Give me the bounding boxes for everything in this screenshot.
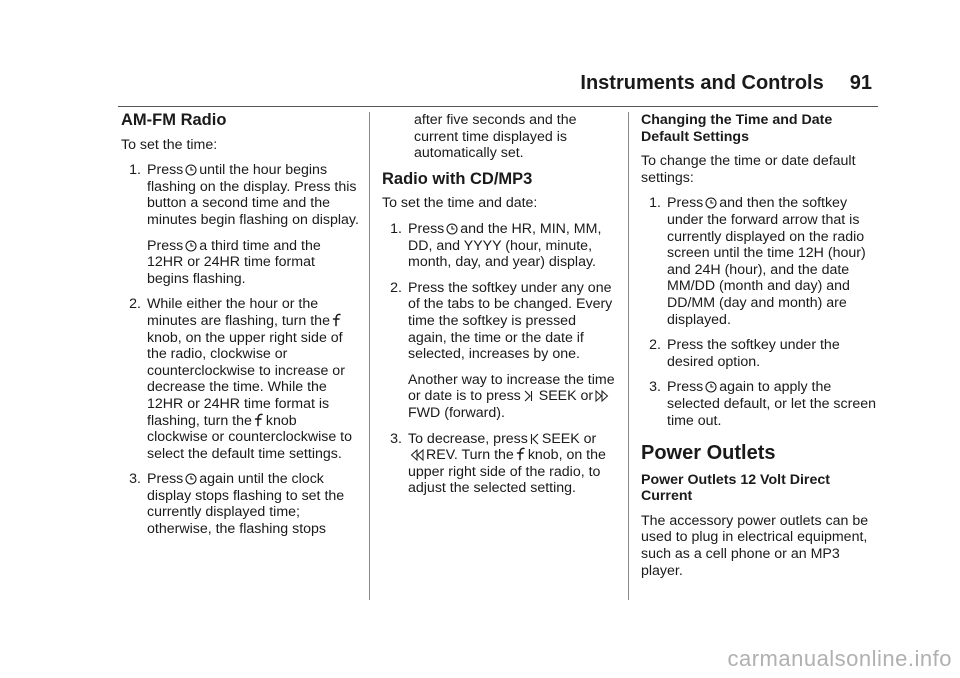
header-rule [118, 106, 878, 107]
tune-knob-icon [332, 313, 342, 327]
step-item: 3. Press again to apply the selected default, or let the screen time out. [641, 379, 877, 429]
step-item: 3. To decrease, press SEEK or REV. Turn the knob, on the upper right side of the radio, to adjust the selected setting. [382, 431, 618, 497]
clock-icon [185, 164, 197, 176]
section-heading: Power Outlets [641, 442, 776, 465]
clock-icon [185, 240, 197, 252]
section-heading: AM-FM Radio [121, 111, 227, 129]
seek-forward-icon [523, 390, 533, 402]
step-item: 2. Press the softkey under the desired option. [641, 337, 877, 370]
step-number: 3. [649, 379, 661, 396]
subsection-heading: Changing the Time and Date Default Settings [641, 112, 833, 145]
fast-forward-icon [595, 390, 609, 402]
tune-knob-icon [254, 413, 264, 427]
column-divider [628, 112, 629, 600]
section-title: Instruments and Controls [580, 72, 824, 94]
step-number: 1. [129, 162, 141, 179]
column-1 [121, 112, 359, 547]
step-item: 1. Press until the hour begins flashing on the display. Press this button a second time and the minutes begin flashing on display. Press a third time and the 12HR or 24HR time format begins flashing. [121, 162, 359, 287]
intro-text: To set the time and date: [382, 195, 538, 212]
step-number: 3. [129, 471, 141, 488]
step-item: 1. Press and the HR, MIN, MM, DD, and YYYY (hour, minute, month, day, and year) display. [382, 221, 618, 271]
column-3 [641, 112, 877, 588]
section-heading: Radio with CD/MP3 [382, 169, 533, 188]
seek-back-icon [530, 433, 540, 445]
rewind-icon [410, 449, 424, 461]
intro-text: To change the time or date default settings: [641, 153, 856, 186]
tune-knob-icon [516, 447, 526, 461]
page-number: 91 [849, 72, 872, 94]
step-item: 1. Press and then the softkey under the forward arrow that is currently displayed on the radio screen until the time 12H (hour) and 24H (hour), and the date MM/DD (month and day) and DD/MM (day and month) are displayed. [641, 195, 877, 328]
column-divider [369, 112, 370, 600]
intro-text: To set the time: [121, 136, 218, 153]
step-number: 2. [390, 279, 402, 296]
step-item: 2. Press the softkey under any one of the tabs to be changed. Every time the softkey is pressed again, the time or the date if selected, increases by one. Another way to increase the time or date is to press SEEK or FWD (forward). [382, 280, 618, 422]
page-header [580, 72, 872, 95]
step-number: 1. [649, 195, 661, 212]
clock-icon [185, 473, 197, 485]
column-2 [382, 112, 618, 506]
step-number: 3. [390, 430, 402, 447]
clock-icon [705, 197, 717, 209]
body-text: The accessory power outlets can be used to plug in electrical equipment, such as a cell phone or an MP3 player. [641, 512, 869, 579]
step-number: 1. [390, 220, 402, 237]
clock-icon [705, 381, 717, 393]
continued-text: after five seconds and the current time displayed is automatically set. [414, 112, 577, 162]
subsection-heading: Power Outlets 12 Volt Direct Current [641, 471, 830, 505]
step-item: 2. While either the hour or the minutes are flashing, turn the knob, on the upper right side of the radio, clockwise or counterclockwise to increase or decrease the time. While the 12HR or 24HR time format is flashing, turn the knob clockwise or counterclockwise to select the default time settings. [121, 296, 359, 462]
step-number: 2. [129, 296, 141, 313]
step-number: 2. [649, 337, 661, 354]
clock-icon [446, 223, 458, 235]
watermark: carmanualsonline.info [727, 646, 952, 671]
step-item: 3. Press again until the clock display stops flashing to set the currently displayed time; otherwise, the flashing stops [121, 471, 359, 537]
